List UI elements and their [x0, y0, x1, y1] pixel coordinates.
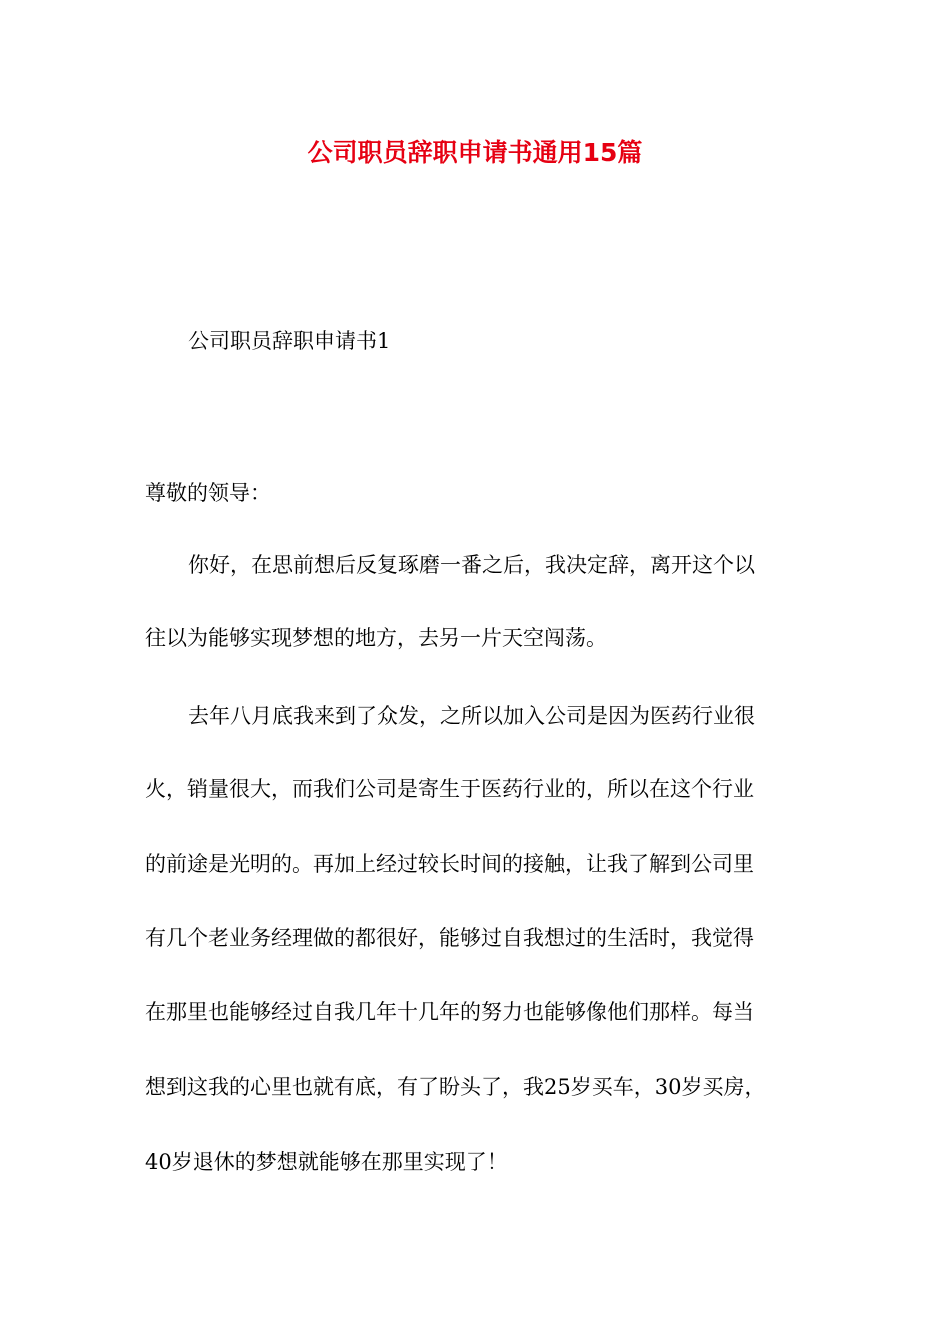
paragraph-line: 40岁退休的梦想就能够在那里实现了！: [145, 1150, 508, 1174]
paragraph-line: 去年八月底我来到了众发，之所以加入公司是因为医药行业很: [188, 704, 755, 728]
paragraph-line: 的前途是光明的。再加上经过较长时间的接触，让我了解到公司里: [145, 852, 754, 876]
paragraph-line: 有几个老业务经理做的都很好，能够过自我想过的生活时，我觉得: [145, 926, 754, 950]
section-heading: 公司职员辞职申请书1: [188, 329, 391, 353]
salutation: 尊敬的领导：: [145, 481, 271, 505]
paragraph-line: 你好，在思前想后反复琢磨一番之后，我决定辞，离开这个以: [188, 553, 755, 577]
paragraph-line: 想到这我的心里也就有底，有了盼头了，我25岁买车，30岁买房，: [145, 1075, 766, 1099]
document-title: 公司职员辞职申请书通用15篇: [307, 138, 643, 167]
paragraph-line: 往以为能够实现梦想的地方，去另一片天空闯荡。: [145, 626, 607, 650]
paragraph-line: 火，销量很大，而我们公司是寄生于医药行业的，所以在这个行业: [145, 777, 754, 801]
paragraph-line: 在那里也能够经过自我几年十几年的努力也能够像他们那样。每当: [145, 1000, 754, 1024]
